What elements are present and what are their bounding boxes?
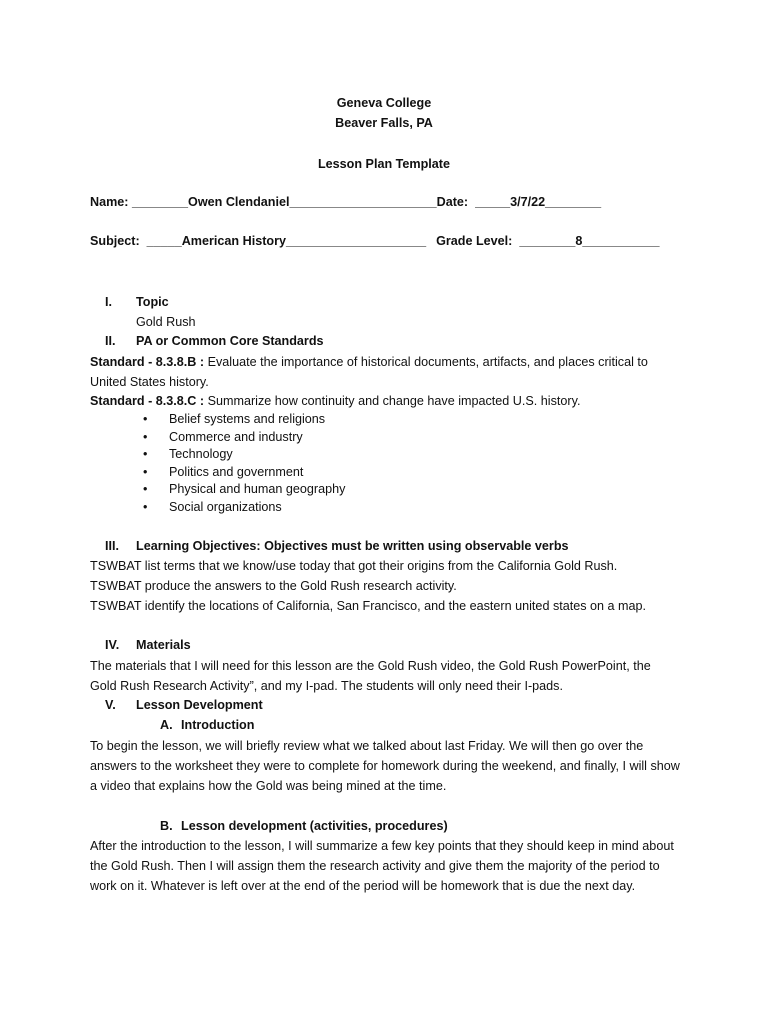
objective-item: TSWBAT identify the locations of California, San Francisco, and the eastern united states on a map. xyxy=(90,599,647,613)
development-text: After the introduction to the lesson, I will summarize a few key points that they should keep in mind about the Gold Rush. Then I will assign them the research activity and give them the majority of the period to work on it. Whatever is left over at the end of the period will be homework that is due the next day. xyxy=(90,839,674,893)
name-date-line xyxy=(90,192,601,212)
section-heading-development: Lesson Development xyxy=(136,698,263,712)
subsection-letter-development: B. xyxy=(160,819,173,833)
college-name: Geneva College xyxy=(336,96,432,110)
introduction-text: To begin the lesson, we will briefly review what we talked about last Friday. We will then go over the answers to the worksheet they were to complete for homework during the weekend, and finally, I will show a video that explains how the Gold was being mined at the time. xyxy=(90,739,680,793)
subsection-heading-development: Lesson development (activities, procedures) xyxy=(181,819,448,833)
standard-2-text: Summarize how continuity and change have impacted U.S. history. xyxy=(204,394,581,408)
date-value: _____3/7/22________ xyxy=(468,195,602,209)
section-heading-standards: PA or Common Core Standards xyxy=(136,334,324,348)
standard-2-label: Standard - 8.3.8.C : xyxy=(90,394,205,408)
standard-2 xyxy=(90,391,580,411)
list-item: • Politics and government xyxy=(140,464,345,482)
standard-1 xyxy=(90,352,680,392)
section-heading-topic: Topic xyxy=(136,295,169,309)
section-numeral-materials: IV. xyxy=(105,638,120,652)
standard-1-text: Evaluate the importance of historical documents, artifacts, and places critical to United States history. xyxy=(90,355,648,389)
section-numeral-standards: II. xyxy=(105,334,116,348)
subject-value: _____American History____________________ xyxy=(139,234,427,248)
name-value: ________Owen Clendaniel_____________________ xyxy=(128,195,437,209)
materials-text: The materials that I will need for this lesson are the Gold Rush video, the Gold Rush PowerPoint, the Gold Rush Research Activity”, and my I-pad. The students will only need their I-pads. xyxy=(90,659,651,693)
section-numeral-development: V. xyxy=(105,698,116,712)
section-numeral-objectives: III. xyxy=(105,539,119,553)
standard-1-label: Standard - 8.3.8.B : xyxy=(90,355,205,369)
section-numeral-topic: I. xyxy=(105,295,112,309)
subject-label: Subject: xyxy=(90,234,140,248)
list-item: • Commerce and industry xyxy=(140,429,345,447)
standards-bullet-list xyxy=(140,411,345,516)
section-heading-materials: Materials xyxy=(136,638,191,652)
subject-grade-line xyxy=(90,231,659,251)
grade-value: ________8___________ xyxy=(512,234,660,248)
college-location: Beaver Falls, PA xyxy=(335,116,433,130)
subsection-heading-introduction: Introduction xyxy=(181,718,255,732)
list-item: • Technology xyxy=(140,446,345,464)
objective-item: TSWBAT list terms that we know/use today that got their origins from the California Gold Rush. xyxy=(90,559,618,573)
name-label: Name: xyxy=(90,195,129,209)
objective-item: TSWBAT produce the answers to the Gold Rush research activity. xyxy=(90,579,457,593)
document-title: Lesson Plan Template xyxy=(317,157,451,171)
list-item: • Social organizations xyxy=(140,499,345,517)
list-item: • Belief systems and religions xyxy=(140,411,345,429)
grade-label: Grade Level: xyxy=(436,234,513,248)
subsection-letter-introduction: A. xyxy=(160,718,173,732)
section-heading-objectives: Learning Objectives: Objectives must be written using observable verbs xyxy=(136,539,569,553)
topic-value: Gold Rush xyxy=(136,315,196,329)
list-item: • Physical and human geography xyxy=(140,481,345,499)
date-label: Date: xyxy=(436,195,469,209)
